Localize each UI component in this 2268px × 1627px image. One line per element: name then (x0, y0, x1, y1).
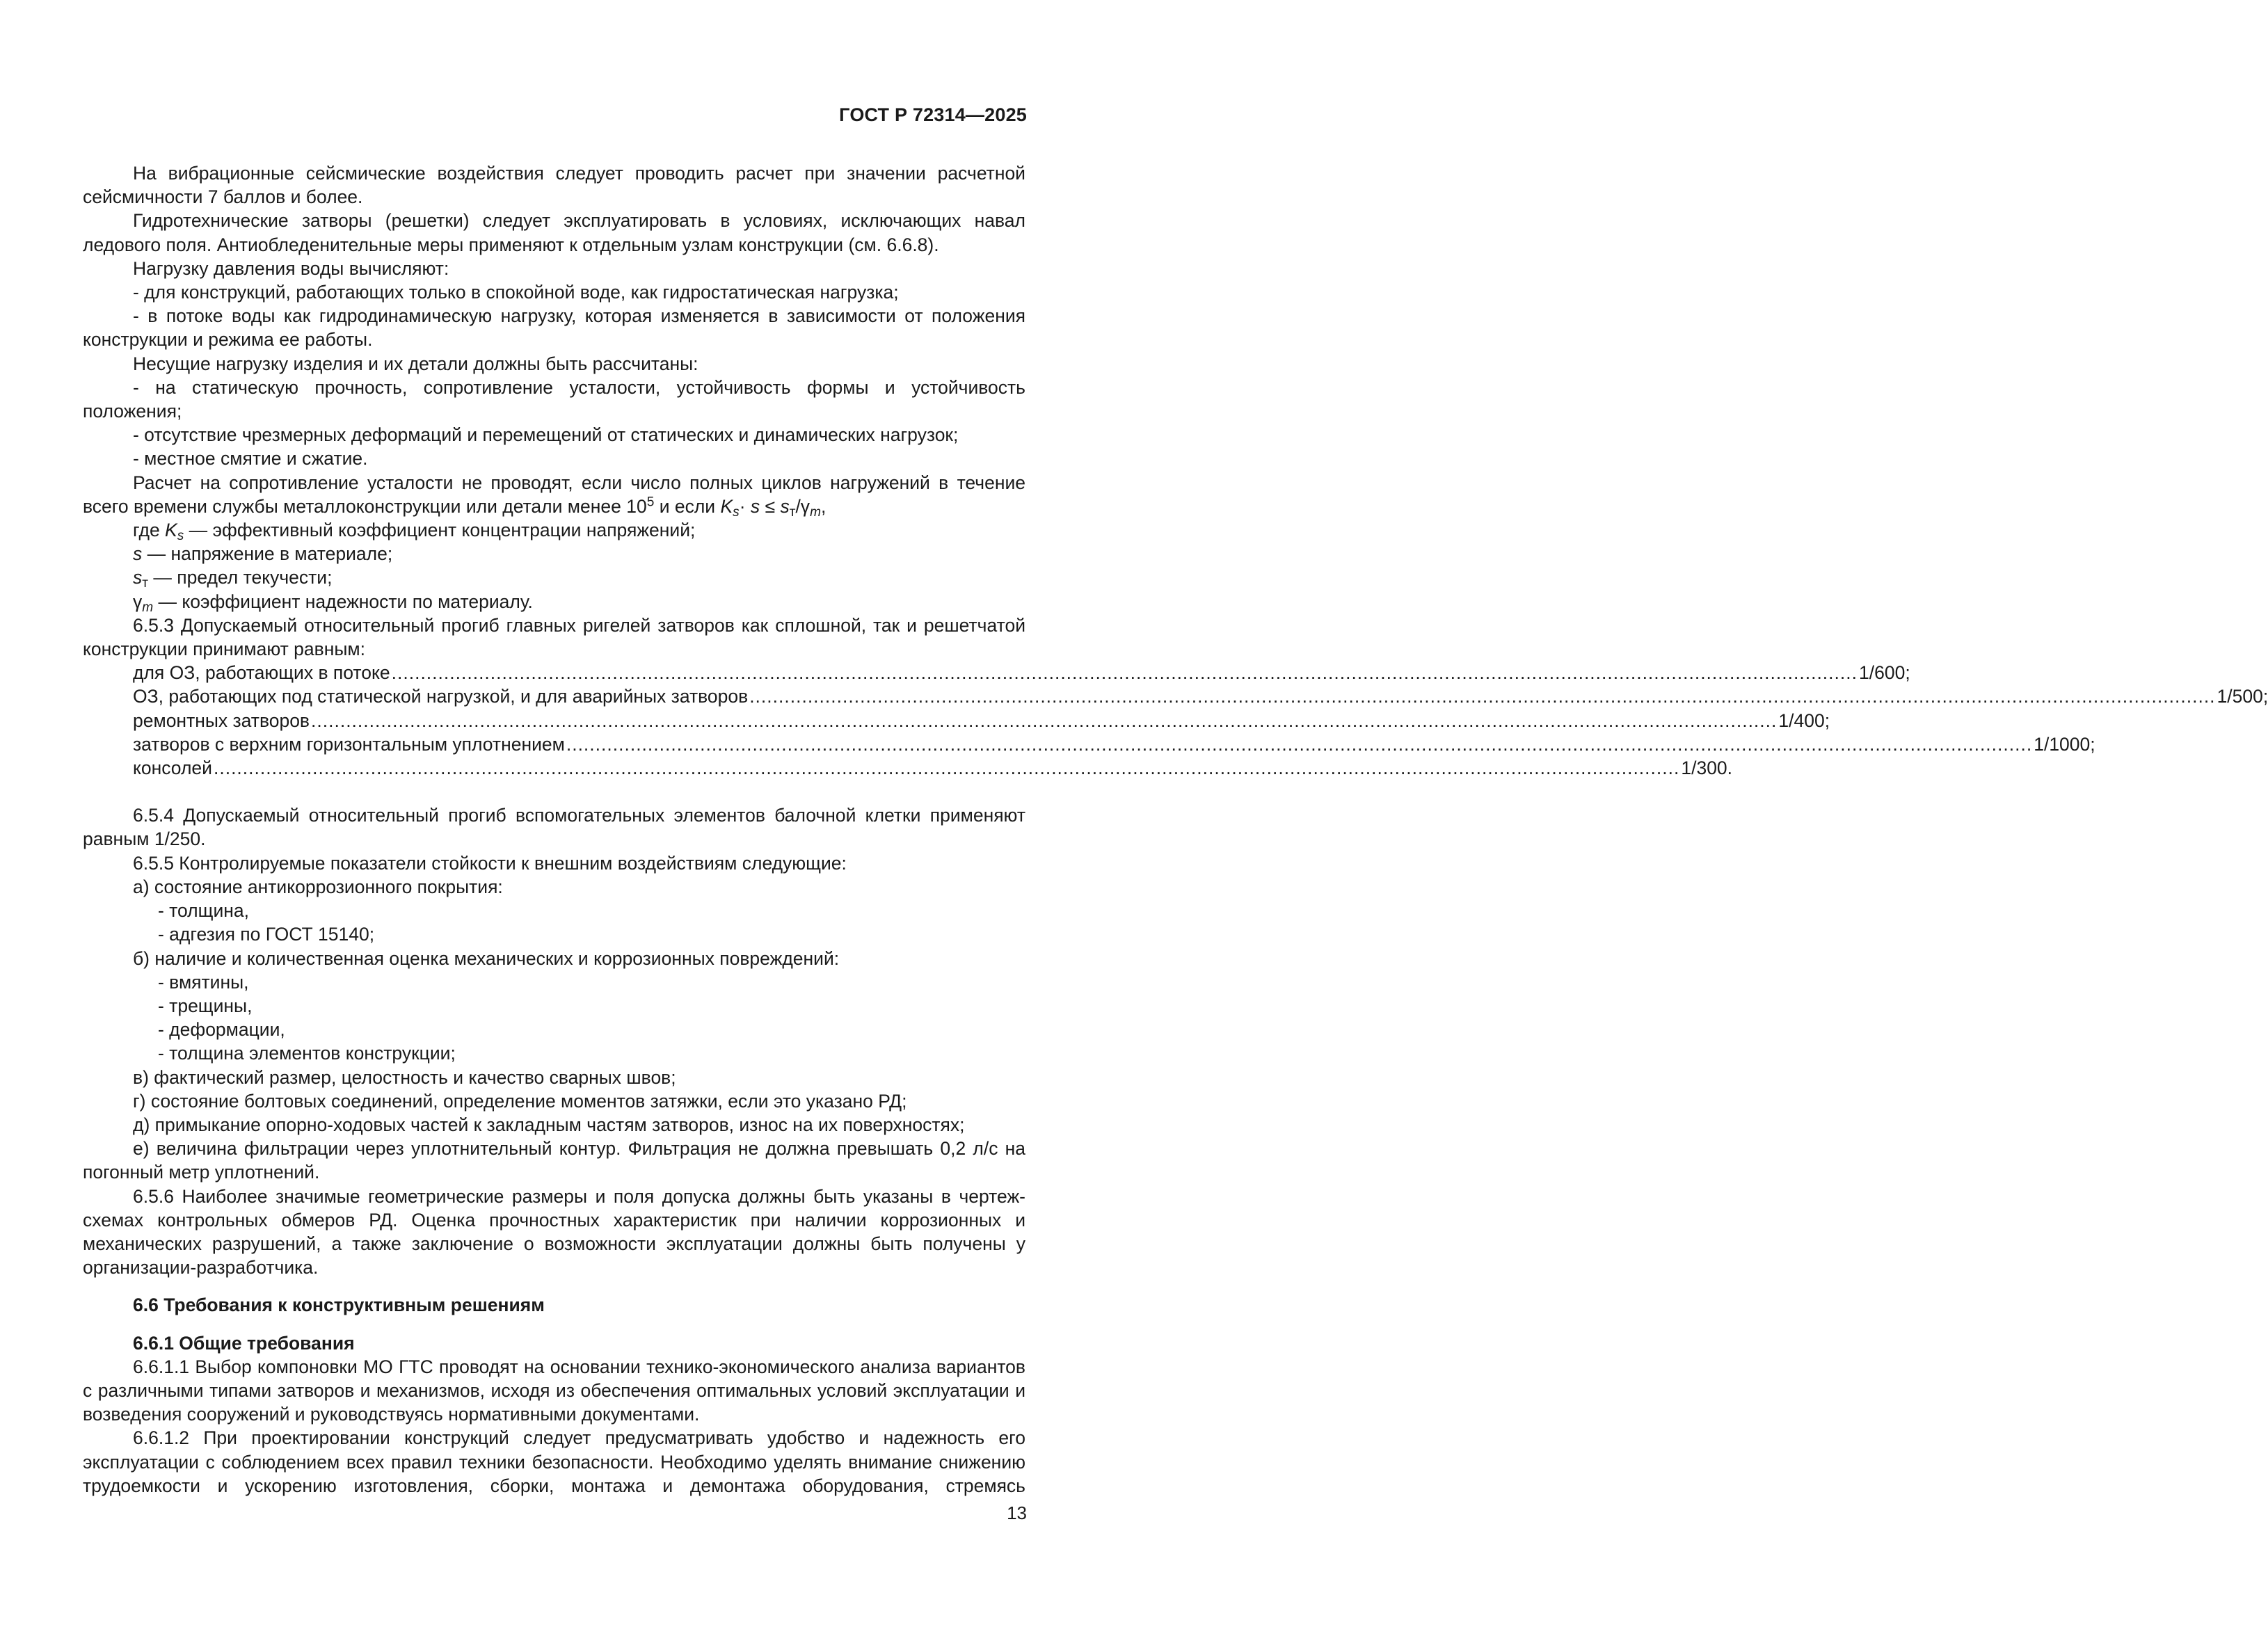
paragraph: На вибрационные сейсмические воздействия следует проводить расчет при значении расчетной сейсмичности 7 баллов и более. (83, 163, 1025, 208)
clause-6-5-5: 6.5.5 Контролируемые показатели стойкости к внешним воздействиям следующие: (133, 852, 847, 874)
list-item: в) фактический размер, целостность и качество сварных швов; (133, 1066, 676, 1088)
list-item: д) примыкание опорно-ходовых частей к закладным частям затворов, износ на их поверхностях; (133, 1114, 965, 1135)
list-item: - адгезия по ГОСТ 15140; (158, 924, 375, 945)
table-row: ремонтных затворов ............................................................................................................................................................................................................................................................ 1/400; (133, 710, 1830, 731)
paragraph: Несущие нагрузку изделия и их детали должны быть рассчитаны: (133, 353, 698, 374)
list-item: - трещины, (158, 995, 253, 1016)
document-header: ГОСТ Р 72314—2025 (839, 104, 1027, 125)
definition-st: $s_т$ — предел текучести; (133, 567, 333, 591)
list-item: - для конструкций, работающих только в спокойной воде, как гидростатическая нагрузка; (133, 282, 899, 303)
list-item: - деформации, (158, 1019, 285, 1041)
definition-ks: где $K_s$ — эффективный коэффициент концентрации напряжений; (133, 520, 696, 543)
list-item: - отсутствие чрезмерных деформаций и перемещений от статических и динамических нагрузок; (133, 424, 959, 446)
list-item: - толщина элементов конструкции; (158, 1043, 456, 1064)
table-row: консолей ............................................................................................................................................................................................................................................................ 1/300. (133, 758, 1733, 779)
list-item: - в потоке воды как гидродинамическую нагрузку, которая изменяется в зависимости от положения конструкции и режима ее работы. (83, 305, 1025, 351)
list-item: - толщина, (158, 900, 249, 922)
list-item: б) наличие и количественная оценка механических и коррозионных повреждений: (133, 947, 840, 969)
document-body (83, 161, 2268, 1498)
page-number: 13 (1007, 1502, 1027, 1523)
list-item: а) состояние антикоррозионного покрытия: (133, 876, 503, 897)
clause-6-5-4: 6.5.4 Допускаемый относительный прогиб вспомогательных элементов балочной клетки применяют равным 1/250. (83, 805, 1025, 850)
section-heading: 6.6 Требования к конструктивным решениям (133, 1295, 545, 1316)
list-item: - местное смятие и сжатие. (133, 448, 368, 470)
paragraph-fatigue-line2: всего времени службы металлоконструкции или детали менее $10^5$ и если $K_s\cdot s \le s_т/\gamma_m$, (83, 495, 826, 520)
paragraph-fatigue-line1: Расчет на сопротивление усталости не проводят, если число полных циклов нагружений в течение (133, 472, 1025, 493)
paragraph: Нагрузку давления воды вычисляют: (133, 257, 449, 279)
table-row: ОЗ, работающих под статической нагрузкой, и для аварийных затворов ............................................................................................................................................................................................................................................................ 1/500; (133, 686, 2268, 707)
subsection-heading: 6.6.1 Общие требования (133, 1332, 355, 1354)
clause-6-5-6: 6.5.6 Наиболее значимые геометрические размеры и поля допуска должны быть указаны в чертеж-схемах контрольных обмеров РД. Оценка прочностных характеристик при наличии коррозионных и механических разрушений, а также заключение о возможности эксплуатации должны быть получены у организации-разработчика. (83, 1185, 1025, 1279)
list-item: г) состояние болтовых соединений, определение моментов затяжки, если это указано РД; (133, 1090, 907, 1112)
deflection-table (83, 661, 2268, 780)
list-item: - вмятины, (158, 971, 249, 993)
list-item: е) величина фильтрации через уплотнительный контур. Фильтрация не должна превышать 0,2 л/с на погонный метр уплотнений. (83, 1138, 1025, 1183)
paragraph: Гидротехнические затворы (решетки) следует эксплуатировать в условиях, исключающих навал ледового поля. Антиобледенительные меры применяют к отдельным узлам конструкции (см. 6.6.8). (83, 210, 1025, 255)
definition-s: s — напряжение в материале; (133, 543, 393, 565)
clause-6-6-1-2: 6.6.1.2 При проектировании конструкций следует предусматривать удобство и надежность его эксплуатации с соблюдением всех правил техники безопасности. Необходимо уделять внимание снижению трудоемкости и ускорению изготовления, сборки, монтажа и демонтажа оборудования, стремясь (83, 1427, 1025, 1496)
definition-gamma: $\gamma_m$ — коэффициент надежности по материалу. (133, 591, 533, 615)
table-row: для ОЗ, работающих в потоке ............................................................................................................................................................................................................................................................ 1/600; (133, 662, 1910, 684)
clause-6-6-1-1: 6.6.1.1 Выбор компоновки МО ГТС проводят на основании технико-экономического анализа вариантов с различными типами затворов и механизмов, исходя из обеспечения оптимальных условий эксплуатации и возведения сооружений и руководствуясь нормативными документами. (83, 1356, 1025, 1425)
clause-6-5-3: 6.5.3 Допускаемый относительный прогиб главных ригелей затворов как сплошной, так и решетчатой конструкции принимают равным: (83, 614, 1025, 660)
table-row: затворов с верхним горизонтальным уплотнением ............................................................................................................................................................................................................................................................ 1/1000; (133, 733, 2095, 755)
list-item: - на статическую прочность, сопротивление усталости, устойчивость формы и устойчивость положения; (83, 376, 1025, 422)
